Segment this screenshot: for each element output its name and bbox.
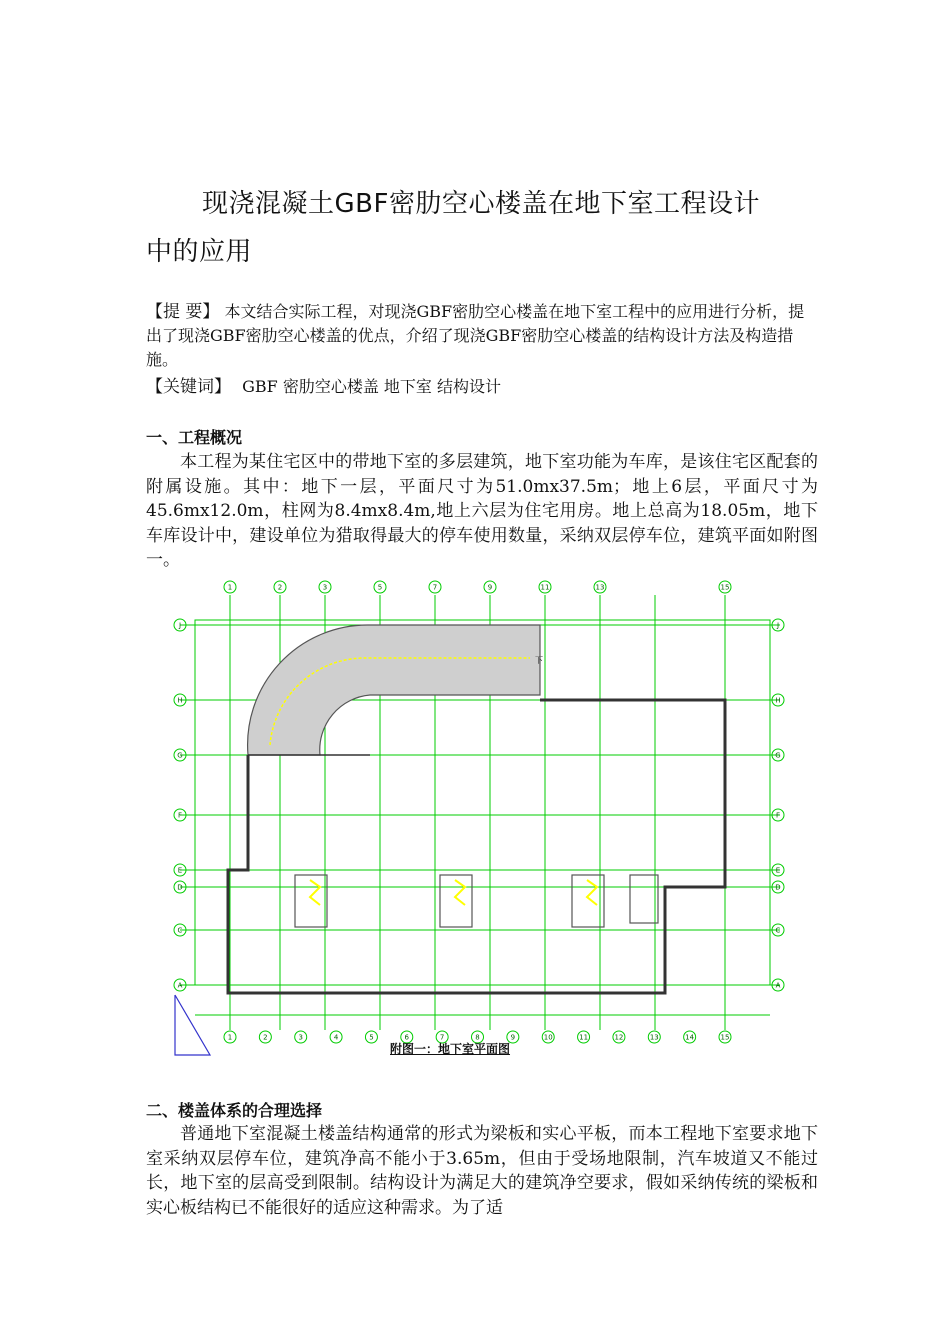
right-axis-A: A bbox=[775, 981, 781, 990]
ramp-down-label: 下 bbox=[535, 656, 543, 665]
bottom-axis-13: 13 bbox=[649, 1033, 659, 1042]
right-axis-G: G bbox=[775, 751, 781, 760]
bottom-axis-10: 10 bbox=[543, 1033, 553, 1042]
abstract-text: 本文结合实际工程，对现浇GBF密肋空心楼盖在地下室工程中的应用进行分析，提出了现浇GBF密肋空心楼盖的优点，介绍了现浇GBF密肋空心楼盖的结构设计方法及构造措施。 bbox=[146, 302, 805, 369]
right-axis-F: F bbox=[775, 811, 781, 820]
left-axis-F: F bbox=[177, 811, 183, 820]
top-axis-2: 2 bbox=[277, 583, 283, 592]
section-2-body: 普通地下室混凝土楼盖结构通常的形式为梁板和实心平板，而本工程地下室要求地下室采纳双层停车位，建筑净高不能小于3.65m，但由于受场地限制，汽车坡道又不能过长，地下室的层高受到限制。结构设计为满足大的建筑净空要求，假如采纳传统的梁板和实心板结构已不能很好的适应这种需求。为了适 bbox=[146, 1124, 818, 1218]
bottom-axis-9: 9 bbox=[510, 1033, 516, 1042]
top-axis-5: 5 bbox=[377, 583, 383, 592]
top-axis-3: 3 bbox=[322, 583, 328, 592]
right-axis-E: E bbox=[775, 866, 781, 875]
basement-floor-plan bbox=[160, 575, 800, 1065]
left-axis-A: A bbox=[177, 981, 183, 990]
top-axis-15: 15 bbox=[720, 583, 730, 592]
right-axis-J: J bbox=[776, 621, 780, 630]
left-axis-D: D bbox=[177, 883, 183, 892]
keywords-label: 【关键词】 bbox=[146, 377, 231, 397]
right-axis-H: H bbox=[775, 696, 781, 705]
abstract-label: 【提 要】 bbox=[146, 302, 220, 322]
right-axis-C: C bbox=[775, 926, 781, 935]
top-axis-9: 9 bbox=[487, 583, 493, 592]
left-axis-H: H bbox=[177, 696, 183, 705]
bottom-axis-14: 14 bbox=[685, 1033, 695, 1042]
north-arrow bbox=[175, 995, 210, 1055]
abstract bbox=[146, 300, 814, 372]
bottom-axis-1: 1 bbox=[227, 1033, 233, 1042]
plan-top-axis-labels bbox=[224, 581, 731, 593]
left-axis-J: J bbox=[178, 621, 182, 630]
title-line-1: 现浇混凝土GBF密肋空心楼盖在地下室工程设计 bbox=[202, 189, 760, 219]
section-2-heading: 二、楼盖体系的合理选择 bbox=[146, 1101, 323, 1120]
document-title bbox=[146, 180, 816, 276]
title-line-2: 中的应用 bbox=[146, 237, 253, 267]
left-axis-E: E bbox=[177, 866, 183, 875]
plan-stairwells bbox=[295, 875, 658, 927]
section-1-body: 本工程为某住宅区中的带地下室的多层建筑，地下室功能为车库，是该住宅区配套的附属设施。其中：地下一层，平面尺寸为51.0mx37.5m；地上6层，平面尺寸为45.6mx12.0m，柱网为8.4mx8.4m,地上六层为住宅用房。地上总高为18.05m，地下车库设计中，建设单位为猎取得最大的停车使用数量，采纳双层停车位，建筑平面如附图一。 bbox=[146, 452, 818, 570]
top-axis-13: 13 bbox=[595, 583, 605, 592]
bottom-axis-3: 3 bbox=[298, 1033, 303, 1042]
bottom-axis-4: 4 bbox=[333, 1033, 339, 1042]
top-axis-7: 7 bbox=[432, 583, 438, 592]
left-axis-C: C bbox=[177, 926, 183, 935]
figure-caption: 附图一：地下室平面图 bbox=[390, 1042, 511, 1056]
bottom-axis-8: 8 bbox=[475, 1033, 480, 1042]
bottom-axis-11: 11 bbox=[579, 1033, 589, 1042]
bottom-axis-7: 7 bbox=[439, 1033, 445, 1042]
bottom-axis-5: 5 bbox=[369, 1033, 374, 1042]
bottom-axis-2: 2 bbox=[263, 1033, 268, 1042]
keywords bbox=[146, 375, 814, 399]
left-axis-G: G bbox=[177, 751, 183, 760]
bottom-axis-12: 12 bbox=[614, 1033, 624, 1042]
bottom-axis-15: 15 bbox=[720, 1033, 730, 1042]
top-axis-11: 11 bbox=[540, 583, 550, 592]
section-1-heading: 一、工程概况 bbox=[146, 428, 243, 447]
right-axis-D: D bbox=[775, 883, 781, 892]
plan-ramp bbox=[248, 625, 543, 755]
keywords-text: GBF 密肋空心楼盖 地下室 结构设计 bbox=[242, 377, 501, 396]
bottom-axis-6: 6 bbox=[404, 1033, 410, 1042]
top-axis-1: 1 bbox=[227, 583, 233, 592]
